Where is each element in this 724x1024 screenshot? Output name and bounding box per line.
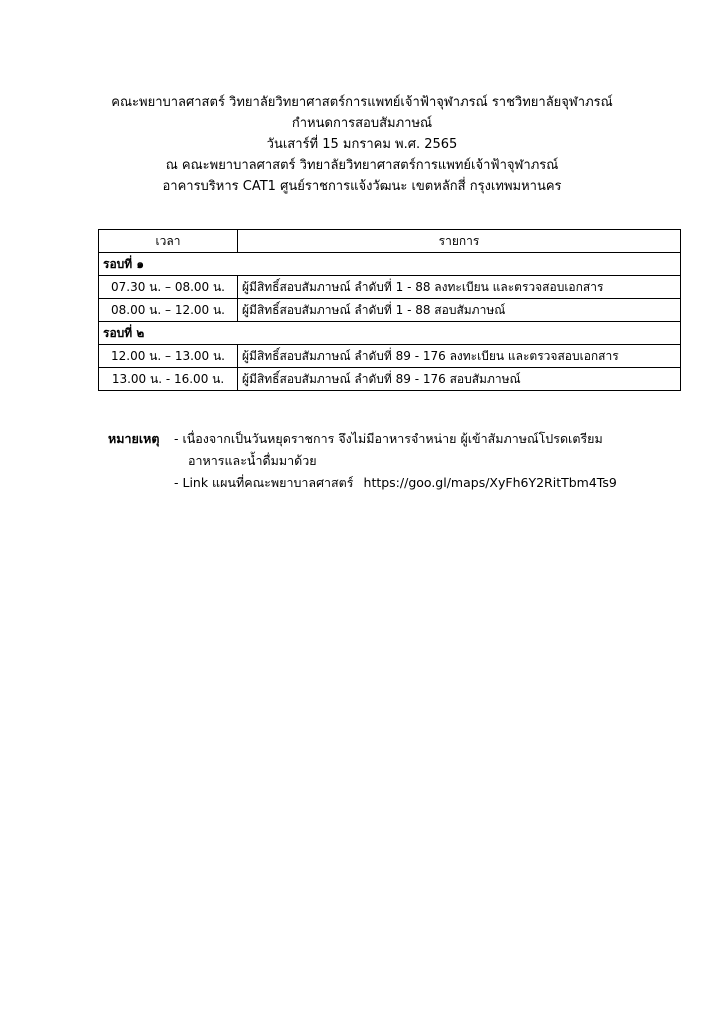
note-row bbox=[188, 450, 617, 472]
round-1-label: รอบที่ ๑ bbox=[99, 253, 681, 276]
document-header bbox=[0, 92, 724, 197]
time-cell: 12.00 น. – 13.00 น. bbox=[99, 345, 238, 368]
time-cell: 13.00 น. - 16.00 น. bbox=[99, 368, 238, 391]
column-header-time: เวลา bbox=[99, 230, 238, 253]
round-1-row bbox=[99, 253, 681, 276]
item-cell: ผู้มีสิทธิ์สอบสัมภาษณ์ ลำดับที่ 1 - 88 สอบสัมภาษณ์ bbox=[238, 299, 681, 322]
note-line-3-prefix: - Link แผนที่คณะพยาบาลศาสตร์ bbox=[174, 475, 354, 490]
note-line-1: - เนื่องจากเป็นวันหยุดราชการ จึงไม่มีอาหารจำหน่าย ผู้เข้าสัมภาษณ์โปรดเตรียม bbox=[174, 431, 603, 446]
schedule-table bbox=[98, 229, 681, 391]
note-line-2: อาหารและน้ำดื่มมาด้วย bbox=[188, 453, 317, 468]
header-building: อาคารบริหาร CAT1 ศูนย์ราชการแจ้งวัฒนะ เขตหลักสี่ กรุงเทพมหานคร bbox=[162, 179, 562, 194]
notes-section bbox=[108, 428, 617, 494]
round-2-label: รอบที่ ๒ bbox=[99, 322, 681, 345]
header-date: วันเสาร์ที่ 15 มกราคม พ.ศ. 2565 bbox=[266, 137, 458, 152]
table-row bbox=[99, 368, 681, 391]
time-cell: 07.30 น. – 08.00 น. bbox=[99, 276, 238, 299]
item-cell: ผู้มีสิทธิ์สอบสัมภาษณ์ ลำดับที่ 89 - 176 สอบสัมภาษณ์ bbox=[238, 368, 681, 391]
notes-label: หมายเหตุ bbox=[108, 431, 160, 446]
item-cell: ผู้มีสิทธิ์สอบสัมภาษณ์ ลำดับที่ 1 - 88 ลงทะเบียน และตรวจสอบเอกสาร bbox=[238, 276, 681, 299]
table-header-row bbox=[99, 230, 681, 253]
map-link[interactable]: https://goo.gl/maps/XyFh6Y2RitTbm4Ts9 bbox=[363, 475, 617, 490]
header-title: กำหนดการสอบสัมภาษณ์ bbox=[291, 116, 433, 131]
table-row bbox=[99, 276, 681, 299]
note-row bbox=[174, 472, 617, 494]
header-institution: คณะพยาบาลศาสตร์ วิทยาลัยวิทยาศาสตร์การแพทย์เจ้าฟ้าจุฬาภรณ์ ราชวิทยาลัยจุฬาภรณ์ bbox=[111, 95, 613, 110]
round-2-row bbox=[99, 322, 681, 345]
item-cell: ผู้มีสิทธิ์สอบสัมภาษณ์ ลำดับที่ 89 - 176 ลงทะเบียน และตรวจสอบเอกสาร bbox=[238, 345, 681, 368]
time-cell: 08.00 น. – 12.00 น. bbox=[99, 299, 238, 322]
column-header-item: รายการ bbox=[238, 230, 681, 253]
table-row bbox=[99, 345, 681, 368]
note-row bbox=[108, 428, 617, 450]
header-venue: ณ คณะพยาบาลศาสตร์ วิทยาลัยวิทยาศาสตร์การแพทย์เจ้าฟ้าจุฬาภรณ์ bbox=[165, 158, 559, 173]
table-row bbox=[99, 299, 681, 322]
